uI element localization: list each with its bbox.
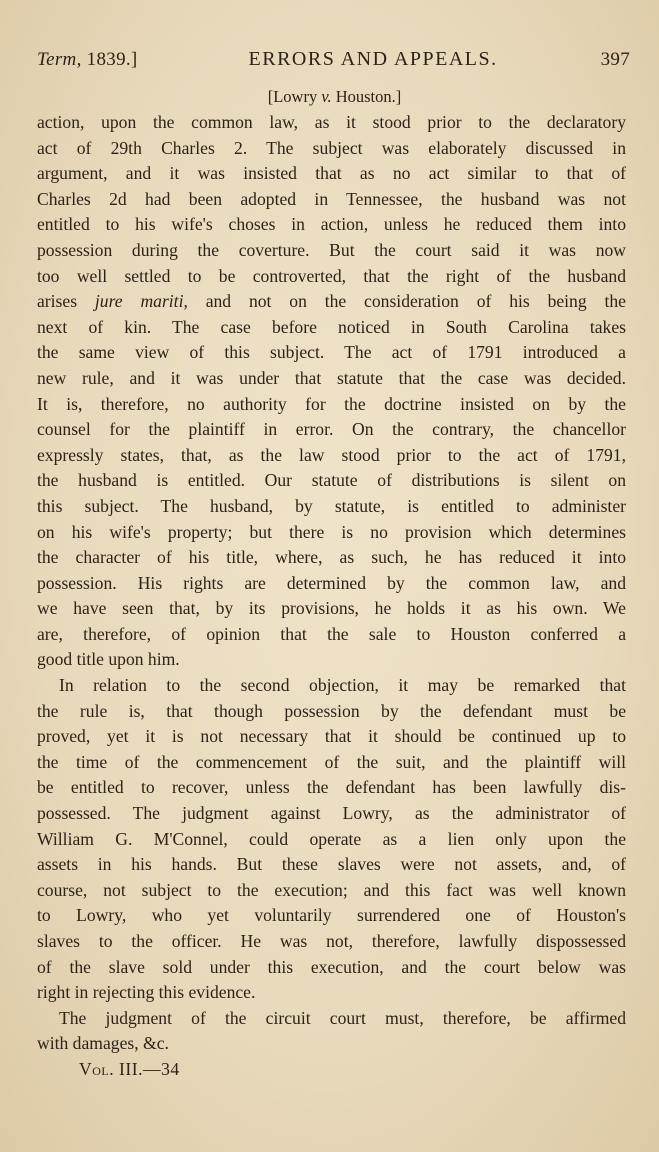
volume-label: Vol. III. (79, 1058, 143, 1079)
term-label (37, 49, 138, 71)
running-title: ERRORS AND APPEALS. (248, 48, 498, 70)
caption-close: Houston.] (331, 87, 402, 106)
text-line: counsel for the plaintiff in error. On the contrary, the chancellor (37, 419, 626, 440)
text-line: with damages, &c. (37, 1033, 169, 1054)
text-line: of the slave sold under this execution, and the court below was (37, 956, 626, 977)
text-line: course, not subject to the execution; and this fact was well known (37, 879, 626, 900)
text-line: are, therefore, of opinion that the sale to Houston conferred a (37, 623, 626, 644)
case-caption (37, 84, 626, 110)
text-line: proved, yet it is not necessary that it should be continued up to (37, 726, 626, 747)
text-line: possession during the coverture. But the court said it was now (37, 239, 626, 260)
text-line: to Lowry, who yet voluntarily surrendered one of Houston's (37, 905, 626, 926)
text-line: the husband is entitled. Our statute of distributions is silent on (37, 470, 626, 491)
text-line: possession. His rights are determined by the common law, and (37, 572, 626, 593)
text-line (37, 289, 626, 315)
caption-versus: v. (321, 87, 332, 106)
text-line: possessed. The judgment against Lowry, as the administrator of (37, 803, 626, 824)
text-line: right in rejecting this evidence. (37, 982, 256, 1003)
text-line: It is, therefore, no authority for the doctrine insisted on by the (37, 393, 626, 414)
text-line: entitled to his wife's choses in action, unless he reduced them into (37, 214, 626, 235)
signature-number: —34 (142, 1058, 180, 1079)
text-line: The judgment of the circuit court must, therefore, be affirmed (59, 1007, 626, 1028)
text-line: expressly states, that, as the law stood prior to the act of 1791, (37, 444, 626, 465)
text-line: Charles 2d had been adopted in Tennessee, the husband was not (37, 188, 626, 209)
text-line: on his wife's property; but there is no provision which determines (37, 521, 626, 542)
page-number: 397 (600, 49, 630, 70)
text-line: we have seen that, by its provisions, he holds it as his own. We (37, 598, 626, 619)
text-line: In relation to the second objection, it may be remarked that (59, 675, 626, 696)
text-line: new rule, and it was under that statute that the case was decided. (37, 367, 626, 388)
text-line: next of kin. The case before noticed in South Carolina takes (37, 316, 626, 337)
text-line: the rule is, that though possession by the defendant must be (37, 700, 626, 721)
text-line: be entitled to recover, unless the defendant has been lawfully dis- (37, 777, 626, 798)
text-line: too well settled to be controverted, that the right of the husband (37, 265, 626, 286)
caption-open: [Lowry (267, 87, 322, 106)
signature-mark (37, 1057, 626, 1083)
term-year: 1839.] (81, 49, 138, 70)
opinion-text (37, 110, 626, 1057)
text-line: the character of his title, where, as such, he has reduced it into (37, 547, 626, 568)
text-line: William G. M'Connel, could operate as a lien only upon the (37, 828, 626, 849)
text-line: this subject. The husband, by statute, is entitled to administer (37, 495, 626, 516)
text-segment: and not on the consideration of his being the (187, 291, 626, 312)
text-line: assets in his hands. But these slaves were not assets, and, of (37, 854, 626, 875)
running-head (37, 48, 630, 80)
latin-phrase: jure mariti, (94, 291, 188, 312)
text-segment: arises (37, 291, 95, 312)
text-line: slaves to the officer. He was not, therefore, lawfully dispossessed (37, 931, 626, 951)
text-line: good title upon him. (37, 649, 180, 670)
text-line: argument, and it was insisted that as no act similar to that of (37, 163, 626, 184)
text-line: action, upon the common law, as it stood prior to the declaratory (37, 112, 626, 132)
text-line: the same view of this subject. The act of 1791 introduced a (37, 342, 626, 363)
book-page (37, 48, 630, 1083)
text-line: the time of the commencement of the suit, and the plaintiff will (37, 751, 626, 772)
term-word: Term, (37, 49, 82, 70)
text-line: act of 29th Charles 2. The subject was elaborately discussed in (37, 137, 626, 158)
